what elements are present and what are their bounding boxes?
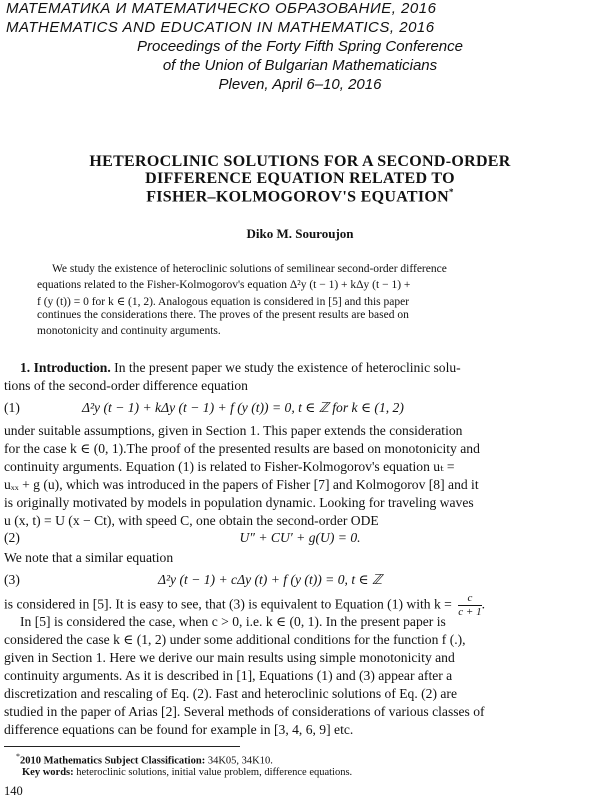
intro-line-2: tions of the second-order difference equation [4,378,248,393]
para3-line-2: considered the case k ∈ (1, 2) under some additional conditions for the function f (.), [4,632,466,647]
equation-2: U″ + CU′ + g(U) = 0. [239,530,361,545]
abstract-line-5: monotonicity and continuity arguments. [37,325,221,337]
footnote-rule [4,746,240,747]
footnote-msc: *2010 Mathematics Subject Classification: 34K05, 34K10. [16,752,273,767]
para1-line-5: is originally motivated by models in population dynamic. Looking for traveling waves [4,495,474,510]
para3-line-4: continuity arguments. As it is described in [1], Equations (1) and (3) appear after a [4,668,453,683]
paper-title-line-1: HETEROCLINIC SOLUTIONS FOR A SECOND-ORDER [89,153,511,170]
para2-line-1: We note that a similar equation [4,550,174,565]
footnote-keywords-label: Key words: [22,767,74,778]
journal-header-bg: МАТЕМАТИКА И МАТЕМАТИЧЕСКО ОБРАЗОВАНИЕ, 2016 [6,0,437,17]
page-number: 140 [4,784,23,798]
para3-line-5: discretization and rescaling of Eq. (2). Fast and heteroclinic solutions of Eq. (2) are [4,686,457,701]
title-footnote-mark: * [449,187,454,197]
footnote-msc-label: 2010 Mathematics Subject Classification: [20,755,206,767]
abstract-line-2: equations related to the Fisher-Kolmogorov's equation Δ²y (t − 1) + kΔy (t − 1) + [37,279,411,291]
intro-line-1: 1. Introduction. In the present paper we study the existence of heteroclinic solu- [20,360,461,375]
para3-line-3: given in Section 1. Here we derive our main results using simple monotonicity and [4,650,455,665]
para1-line-1: under suitable assumptions, given in Section 1. This paper extends the consideration [4,423,463,438]
paper-title-line-3: FISHER–KOLMOGOROV'S EQUATION* [146,187,454,206]
para1-line-4: uₓₓ + g (u), which was introduced in the papers of Fisher [7] and Kolmogorov [8] and it [4,477,479,492]
abstract-line-1: We study the existence of heteroclinic solutions of semilinear second-order difference [52,263,447,275]
para1-line-6: u (x, t) = U (x − Ct), with speed C, one obtain the second-order ODE [4,513,379,528]
equation-3-number: (3) [4,572,20,587]
para1-line-2: for the case k ∈ (0, 1).The proof of the presented results are based on monotonicity and [4,441,480,456]
para3-line-7: difference equations can be found for example in [3, 4, 6, 9] etc. [4,722,354,737]
equation-3: Δ²y (t − 1) + cΔy (t) + f (y (t)) = 0, t ∈ ℤ [158,572,383,587]
abstract-line-3: f (y (t)) = 0 for k ∈ (1, 2). Analogous equation is considered in [5] and this paper [37,296,410,308]
para3-line-1: In [5] is considered the case, when c > 0, i.e. k ∈ (0, 1). In the present paper is [20,614,446,629]
author-name: Diko M. Souroujon [246,226,354,241]
abstract-line-4: continues the considerations there. The proves of the present results are based on [37,309,409,321]
journal-header-en: MATHEMATICS AND EDUCATION IN MATHEMATICS, 2016 [6,19,435,36]
equation-2-number: (2) [4,530,20,545]
equation-1: Δ²y (t − 1) + kΔy (t − 1) + f (y (t)) = 0, t ∈ ℤ for k ∈ (1, 2) [82,400,404,415]
fraction-k: $\frac{c}{c + 1}$ [458,592,482,618]
para1-line-3: continuity arguments. Equation (1) is related to Fisher-Kolmogorov's equation uₜ = [4,459,455,474]
para2-line-2: is considered in [5]. It is easy to see, that (3) is equivalent to Equation (1) with k = $\frac{c}{c + 1}$ . [4,592,485,618]
para3-line-6: studied in the paper of Arias [2]. Several methods of considerations of various classes of [4,704,485,719]
section-heading: 1. Introduction. [20,360,111,375]
paper-title-line-2: DIFFERENCE EQUATION RELATED TO [145,170,455,187]
proceedings-line-1: Proceedings of the Forty Fifth Spring Conference [136,38,463,55]
equation-1-number: (1) [4,400,20,415]
proceedings-line-3: Pleven, April 6–10, 2016 [218,76,382,93]
proceedings-line-2: of the Union of Bulgarian Mathematicians [162,57,438,74]
footnote-keywords: Key words: heteroclinic solutions, initial value problem, difference equations. [22,767,353,778]
